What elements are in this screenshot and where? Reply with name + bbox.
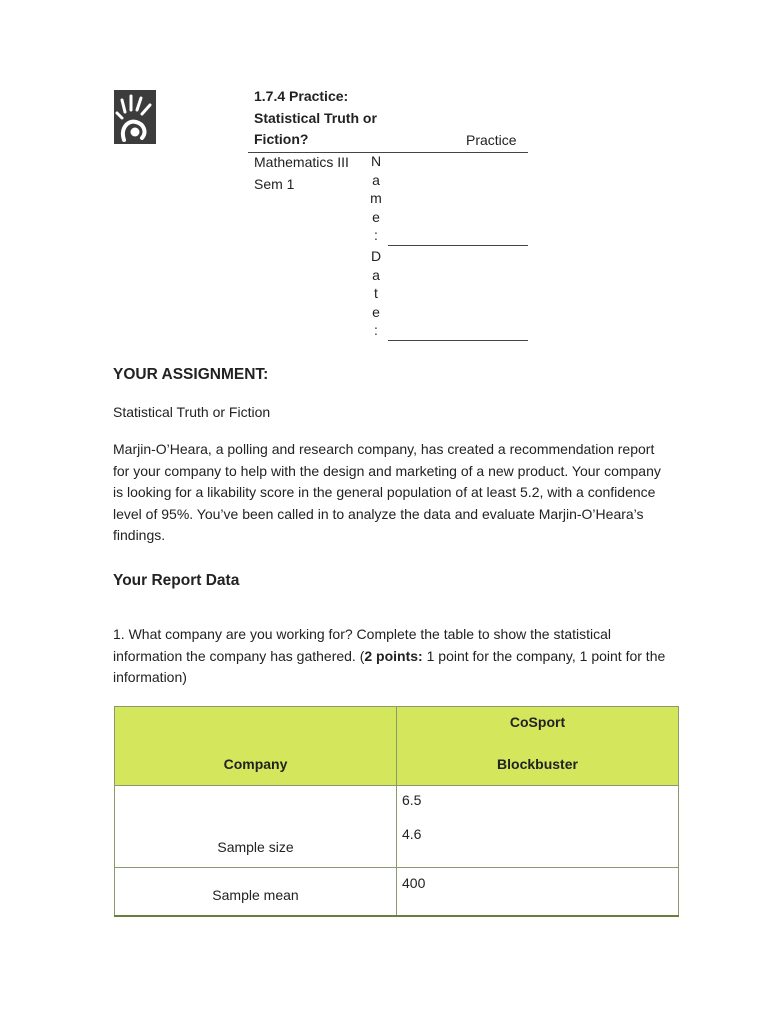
worksheet-title: 1.7.4 Practice: Statistical Truth or Fiction?	[254, 88, 377, 147]
label-char: e	[372, 303, 380, 320]
table-value: 400	[402, 875, 426, 891]
name-label	[366, 152, 386, 245]
header-options-cell	[397, 707, 679, 786]
assignment-subtitle: Statistical Truth or Fiction	[113, 404, 271, 420]
table-value: 4.6	[402, 826, 422, 842]
report-data-table	[114, 706, 679, 917]
date-label	[366, 247, 386, 340]
sample-mean-value-cell[interactable]	[397, 868, 679, 917]
date-field[interactable]	[388, 340, 528, 341]
label-char: :	[374, 227, 378, 244]
table-row	[115, 868, 679, 917]
report-heading: Your Report Data	[113, 572, 240, 589]
course-name: Mathematics III Sem 1	[254, 154, 349, 192]
label-char: e	[372, 208, 380, 225]
company-header: Company	[223, 756, 288, 772]
name-field[interactable]	[388, 245, 528, 246]
logo-icon	[114, 90, 156, 144]
assignment-intro: Marjin-O’Heara, a polling and research company, has created a recommendation report for your company to help with the design and marketing of a new product. Your company is looking for a likability score in the general population of at least 5.2, with a confidence level of 95%. You’ve been called in to analyze the data and evaluate Marjin-O’Heara’s findings.	[113, 441, 661, 543]
label-char: m	[370, 190, 382, 207]
question-text-start: 1. What company are you working for? Complete the table to show the statistical information the company has gathered. (	[113, 626, 612, 664]
header-label-cell	[115, 707, 397, 786]
sample-size-label: Sample size	[217, 839, 294, 855]
label-char: a	[372, 266, 380, 283]
logo	[114, 90, 156, 144]
sample-size-label-cell	[115, 786, 397, 868]
assignment-heading: YOUR ASSIGNMENT:	[113, 366, 269, 383]
worksheet-type: Practice	[466, 132, 517, 148]
table-value: 6.5	[402, 792, 422, 808]
label-char: t	[374, 285, 378, 302]
label-char: :	[374, 322, 378, 339]
sample-mean-label-cell	[115, 868, 397, 917]
table-row	[115, 786, 679, 868]
label-char: D	[370, 248, 382, 264]
table-header-row	[115, 707, 679, 786]
label-char: N	[370, 153, 382, 169]
company-option-cosport: CoSport	[509, 714, 566, 730]
question-1	[113, 624, 673, 689]
question-points: 2 points:	[364, 647, 423, 664]
sample-size-value-cell[interactable]	[397, 786, 679, 868]
label-char: a	[372, 171, 380, 188]
sample-mean-label: Sample mean	[212, 887, 299, 903]
company-option-blockbuster: Blockbuster	[497, 756, 578, 772]
question-text-end: 1 point for the company, 1 point for the information)	[113, 647, 666, 685]
